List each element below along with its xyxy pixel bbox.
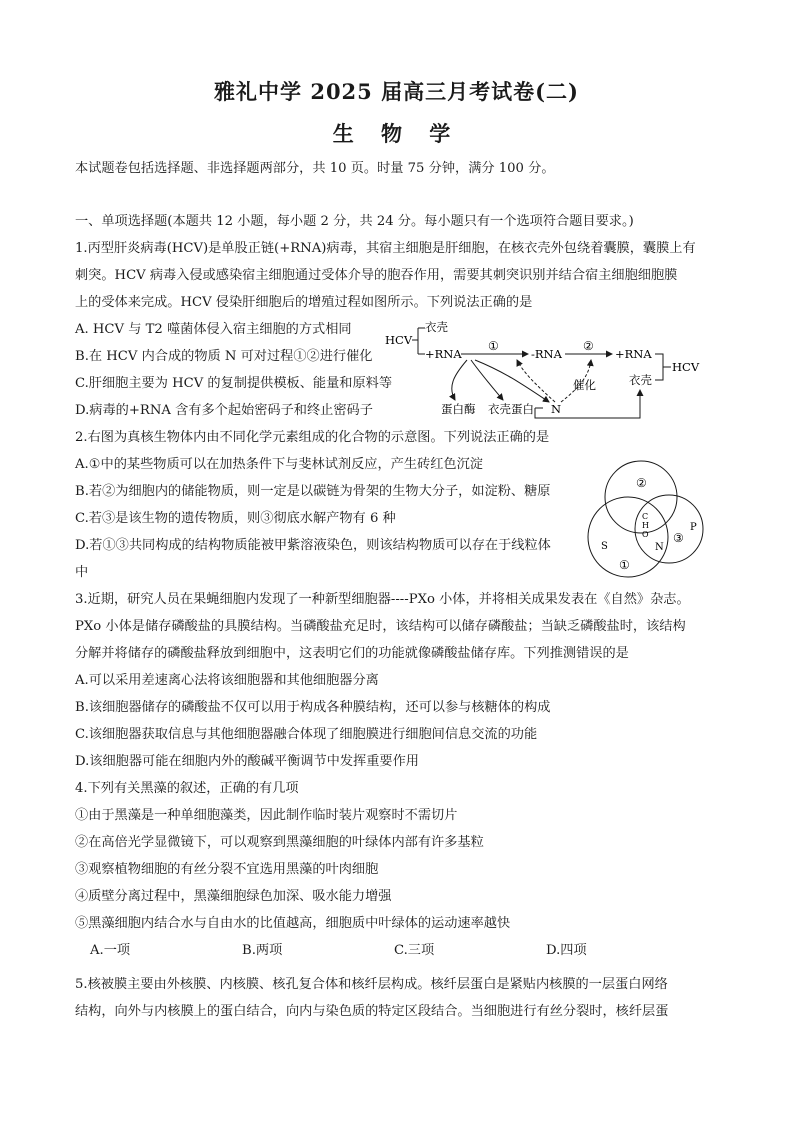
- diagram-plus-rna-1: +RNA: [425, 347, 462, 361]
- q2-option-c: C.若③是该生物的遗传物质，则③彻底水解产物有 6 种: [75, 511, 396, 526]
- q2-option-d: D.若①③共同构成的结构物质能被甲紫溶液染色，则该结构物质可以存在于线粒体: [75, 538, 551, 553]
- q1-stem-line: 1.丙型肝炎病毒(HCV)是单股正链(+RNA)病毒，其宿主细胞是肝细胞，在核衣壳外包绕着囊膜，囊膜上有: [75, 241, 696, 256]
- diagram-protease: 蛋白酶: [441, 402, 476, 416]
- venn-label-p: P: [690, 522, 697, 533]
- q3-option-b: B.该细胞器储存的磷酸盐不仅可以用于构成各种膜结构，还可以参与核糖体的构成: [75, 700, 551, 715]
- q2-option-a: A.①中的某些物质可以在加热条件下与斐林试剂反应，产生砖红色沉淀: [75, 457, 483, 472]
- q4-option-c: C.三项: [394, 943, 435, 958]
- section-heading: 一、单项选择题(本题共 12 小题，每小题 2 分，共 24 分。每小题只有一个选项符合题目要求。): [75, 214, 634, 229]
- diagram-n: N: [551, 402, 562, 416]
- q5-stem-line: 5.核被膜主要由外核膜、内核膜、核孔复合体和核纤层构成。核纤层蛋白是紧贴内核膜的一层蛋白网络: [75, 977, 668, 992]
- diagram-coat-right: 衣壳: [629, 373, 652, 387]
- diagram-plus-rna-2: +RNA: [615, 347, 652, 361]
- q2-option-b: B.若②为细胞内的储能物质，则一定是以碳链为骨架的生物大分子，如淀粉、糖原: [75, 484, 551, 499]
- exam-intro: 本试题卷包括选择题、非选择题两部分，共 10 页。时量 75 分钟，满分 100 分。: [75, 161, 555, 176]
- q3-option-a: A.可以采用差速离心法将该细胞器和其他细胞器分离: [75, 673, 379, 688]
- arrow-to-coat-protein: [471, 360, 503, 400]
- diagram-step1: ①: [488, 339, 499, 353]
- diagram-minus-rna: -RNA: [531, 347, 562, 361]
- q3-stem-line: 3.近期，研究人员在果蝇细胞内发现了一种新型细胞器----PXo 小体，并将相关成果发表在《自然》杂志。: [75, 592, 690, 607]
- diagram-catalysis: 催化: [573, 378, 596, 392]
- q4-option-a: A.一项: [90, 943, 131, 958]
- subject-title: 生 物 学: [332, 121, 461, 146]
- q1-stem-line: 上的受体来完成。HCV 侵染肝细胞后的增殖过程如图所示。下列说法正确的是: [75, 295, 533, 310]
- bracket-line: [412, 328, 425, 354]
- q4-item: ②在高倍光学显微镜下，可以观察到黑藻细胞的叶绿体内部有许多基粒: [75, 835, 484, 850]
- q5-stem-line: 结构，向外与内核膜上的蛋白结合，向内与染色质的特定区段结合。当细胞进行有丝分裂时，核纤层蛋: [75, 1004, 669, 1019]
- element-venn-diagram: [583, 459, 718, 581]
- bracket-right: [655, 354, 671, 380]
- diagram-hcv-left: HCV: [385, 333, 413, 347]
- q3-stem-line: 分解并将储存的磷酸盐释放到细胞中，这表明它们的功能就像磷酸盐储存库。下列推测错误的是: [75, 646, 629, 661]
- arrow-to-n: [475, 360, 549, 402]
- q2-option-d-tail: 中: [75, 565, 89, 580]
- venn-center-o: O: [642, 530, 649, 539]
- q4-option-b: B.两项: [242, 943, 283, 958]
- diagram-step2: ②: [583, 339, 594, 353]
- q4-item: ①由于黑藻是一种单细胞藻类，因此制作临时装片观察时不需切片: [75, 808, 458, 823]
- q4-stem: 4.下列有关黑藻的叙述，正确的有几项: [75, 781, 299, 796]
- venn-label-s: S: [601, 541, 608, 552]
- q3-option-d: D.该细胞器可能在细胞内外的酸碱平衡调节中发挥重要作用: [75, 754, 419, 769]
- q1-stem-line: 刺突。HCV 病毒入侵或感染宿主细胞通过受体介导的胞吞作用，需要其刺突识别并结合宿主细胞细胞膜: [75, 268, 678, 283]
- q1-option-c: C.肝细胞主要为 HCV 的复制提供模板、能量和原料等: [75, 376, 393, 391]
- venn-center-c: C: [642, 512, 649, 521]
- q1-option-d: D.病毒的+RNA 含有多个起始密码子和终止密码子: [75, 403, 373, 418]
- q4-option-d: D.四项: [546, 943, 587, 958]
- q1-option-a: A. HCV 与 T2 噬菌体侵入宿主细胞的方式相同: [75, 322, 352, 337]
- arrow-to-protease: [452, 360, 467, 400]
- q4-item: ⑤黑藻细胞内结合水与自由水的比值越高，细胞质中叶绿体的运动速率越快: [75, 916, 511, 931]
- venn-label-n: N: [655, 542, 664, 553]
- diagram-hcv-right: HCV: [672, 360, 700, 374]
- q4-item: ④质壁分离过程中，黑藻细胞绿色加深、吸水能力增强: [75, 889, 392, 904]
- venn-label-3: ③: [673, 531, 684, 545]
- q4-item: ③观察植物细胞的有丝分裂不宜选用黑藻的叶肉细胞: [75, 862, 379, 877]
- venn-circle-2: [605, 461, 677, 533]
- q3-stem-line: PXo 小体是储存磷酸盐的具膜结构。当磷酸盐充足时，该结构可以储存磷酸盐；当缺乏磷酸盐时，该结构: [75, 619, 686, 634]
- q4-options: [90, 942, 587, 960]
- hcv-proliferation-diagram: [385, 314, 715, 422]
- exam-title: 雅礼中学 2025 届高三月考试卷(二): [214, 79, 579, 104]
- catalysis-dashed-arrow-2: [517, 360, 555, 402]
- q2-stem: 2.右图为真核生物体内由不同化学元素组成的化合物的示意图。下列说法正确的是: [75, 430, 550, 445]
- diagram-coat-protein: 衣壳蛋白: [488, 402, 534, 416]
- venn-label-1: ①: [619, 558, 630, 572]
- diagram-coat-top: 衣壳: [425, 320, 448, 334]
- q1-option-b: B.在 HCV 内合成的物质 N 可对过程①②进行催化: [75, 349, 373, 364]
- venn-label-2: ②: [636, 476, 647, 490]
- venn-center-h: H: [642, 521, 649, 530]
- q3-option-c: C.该细胞器获取信息与其他细胞器融合体现了细胞膜进行细胞间信息交流的功能: [75, 727, 538, 742]
